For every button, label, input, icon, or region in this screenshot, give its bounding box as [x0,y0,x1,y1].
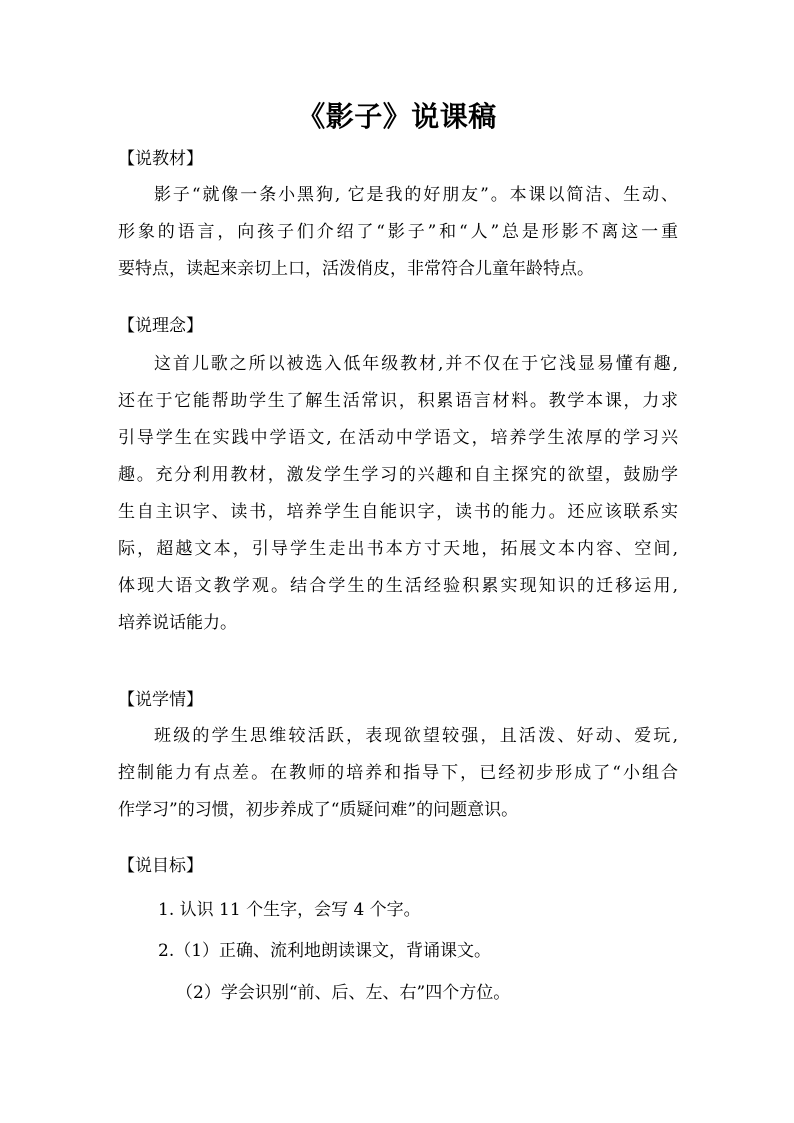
paragraph-line: 培养说话能力。 [118,613,237,633]
paragraph-line: 班级的学生思维较活跃，表现欲望较强，且活泼、好动、爱玩, [154,726,678,746]
section-heading-textbook: 【说教材】 [118,149,203,169]
section-heading-learners: 【说学情】 [118,690,203,710]
section-body-philosophy [118,346,678,642]
document-title: 《影子》说课稿 [297,100,497,133]
paragraph-line: 要特点，读起来亲切上口，活泼俏皮，非常符合儿童年龄特点。 [118,259,594,279]
paragraph-line: 作学习”的习惯，初步养成了“质疑问难”的问题意识。 [118,800,519,820]
section-heading-goals: 【说目标】 [118,856,203,876]
goal-item-1: 1. 认识 11 个生字，会写 4 个字。 [158,900,421,920]
paragraph-line: 体现大语文教学观。结合学生的生活经验积累实现知识的迁移运用, [118,576,678,596]
paragraph-line: 趣。充分利用教材，激发学生学习的兴趣和自主探究的欲望，鼓励学 [118,465,678,485]
section-body-learners [118,718,678,829]
paragraph-line: 形象的语言，向孩子们介绍了“影子”和“人”总是形影不离这一重 [118,222,678,242]
paragraph-line: 生自主识字、读书，培养学生自能识字，读书的能力。还应该联系实 [118,502,678,522]
goal-item-2-sub: （2）学会识别“前、后、左、右”四个方位。 [176,983,511,1003]
section-body-textbook [118,177,678,288]
paragraph-line: 影子“就像一条小黑狗, 它是我的好朋友”。本课以简洁、生动、 [154,185,678,205]
paragraph-line: 还在于它能帮助学生了解生活常识，积累语言材料。教学本课，力求 [118,391,678,411]
goal-item-2: 2.（1）正确、流利地朗读课文，背诵课文。 [158,941,492,961]
paragraph-line: 控制能力有点差。在教师的培养和指导下，已经初步形成了“小组合 [118,763,678,783]
paragraph-line: 引导学生在实践中学语文, 在活动中学语文，培养学生浓厚的学习兴 [118,428,678,448]
paragraph-line: 际，超越文本，引导学生走出书本方寸天地，拓展文本内容、空间, [118,539,678,559]
paragraph-line: 这首儿歌之所以被选入低年级教材,并不仅在于它浅显易懂有趣, [154,354,678,374]
section-heading-philosophy: 【说理念】 [118,316,203,336]
